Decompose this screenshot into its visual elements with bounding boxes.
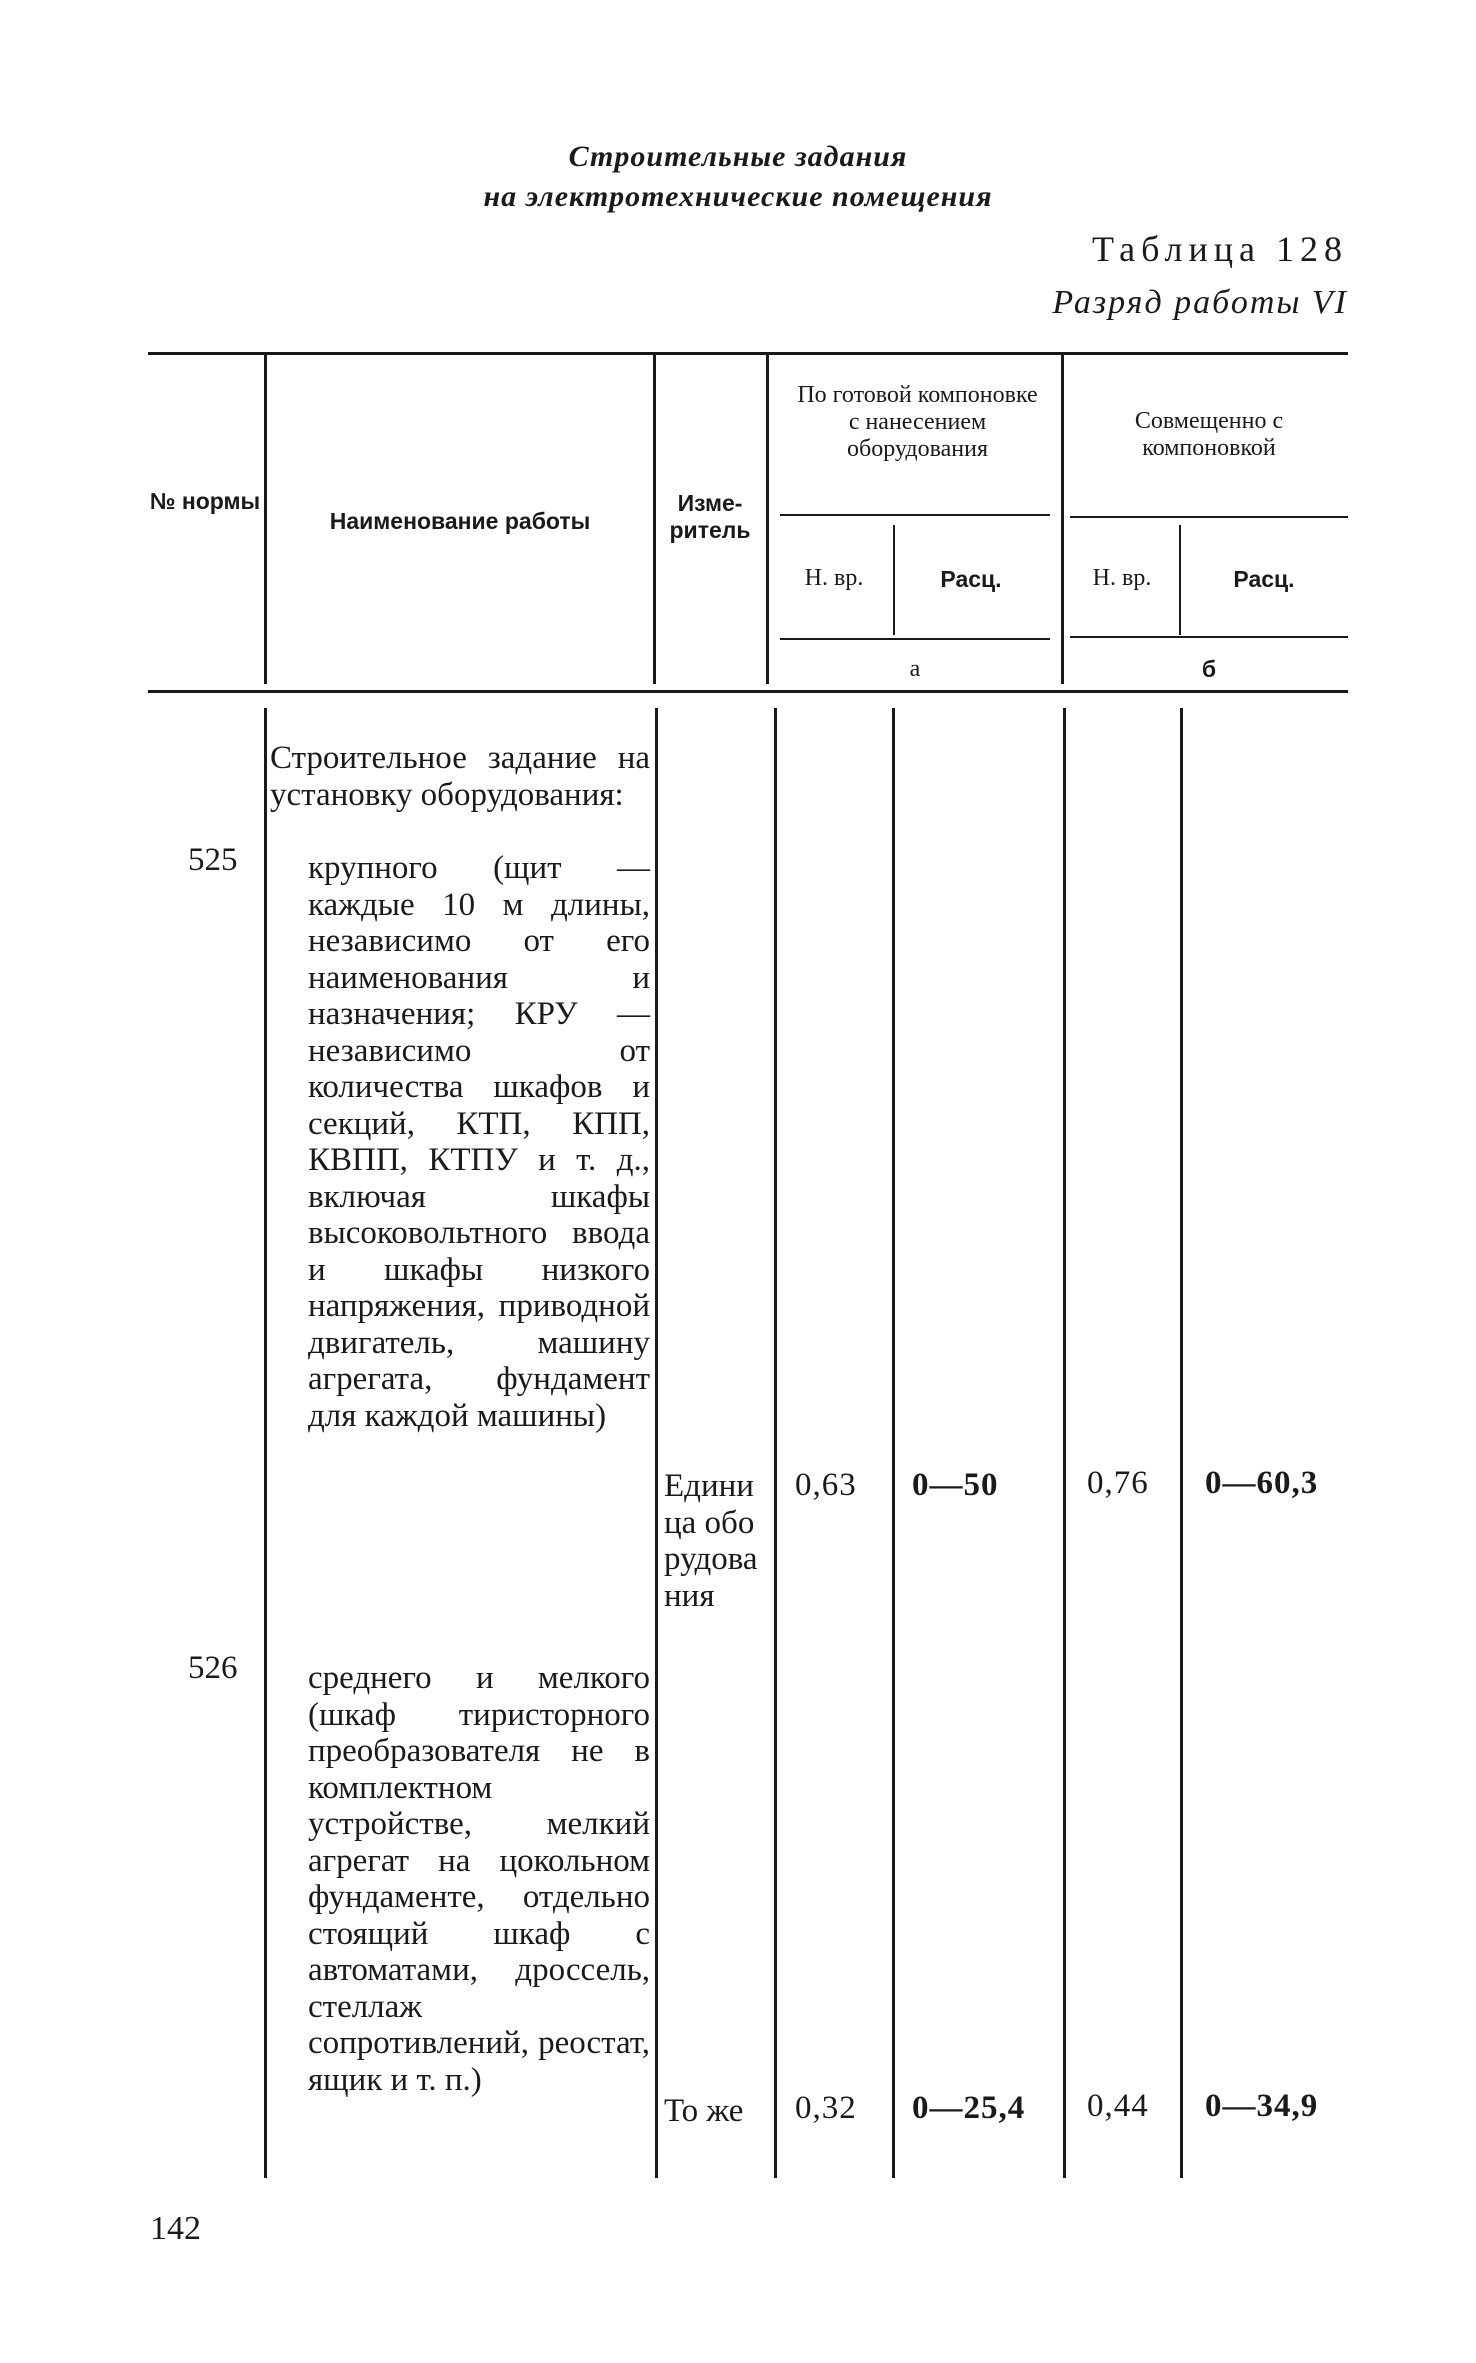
row-525-nvr-b: 0,76 [1087,1465,1149,1501]
header-divider-3 [766,354,769,684]
header-rasc-b: Расц. [1233,566,1295,592]
table-top-rule [148,352,1348,355]
body-divider-6 [1180,708,1183,2178]
table-number: Таблица 128 [1092,229,1348,269]
label-rule-b [1070,636,1348,638]
page-number: 142 [150,2210,201,2247]
row-525-unit: Единица оборудования [664,1468,758,1614]
subheader-rule-a [780,514,1050,516]
header-divider-1 [264,354,267,684]
header-rasc-a: Расц. [940,566,1002,592]
header-divider-a-sub [893,525,895,635]
body-divider-3 [774,708,777,2178]
header-nvr-b: Н. вр. [1092,565,1152,591]
body-divider-5 [1063,708,1066,2178]
section-title-line1: Строительные задания [568,140,908,173]
row-525-rasc-b: 0—60,3 [1205,1465,1319,1501]
header-divider-b-sub [1179,525,1181,635]
header-divider-2 [653,354,656,684]
header-group-a: По готовой компоновке с нанесением оборудования [797,382,1038,462]
row-526-number: 526 [188,1650,238,1686]
header-work-name: Наименование работы [329,508,591,534]
header-nvr-a: Н. вр. [804,565,864,591]
header-unit: Изме-ритель [669,490,751,543]
header-label-b: б [1201,656,1217,682]
row-526-nvr-a: 0,32 [795,2090,857,2126]
row-525-rasc-a: 0—50 [912,1467,999,1503]
row-525-number: 525 [188,842,238,878]
header-divider-4 [1061,354,1064,684]
header-label-a: а [909,656,921,682]
intro-text: Строительное задание на установку оборудования: [270,740,650,813]
row-526-rasc-a: 0—25,4 [912,2090,1026,2126]
row-525-nvr-a: 0,63 [795,1467,857,1503]
body-divider-1 [264,708,267,2178]
row-526-rasc-b: 0—34,9 [1205,2088,1319,2124]
label-rule-a [780,638,1050,640]
subheader-rule-b [1070,516,1348,518]
body-divider-4 [892,708,895,2178]
header-bottom-rule [148,690,1348,693]
header-group-b: Совмещенно с компоновкой [1134,408,1284,461]
row-526-unit: То же [664,2093,744,2129]
row-525-name: крупного (щит — каждые 10 м длины, независимо от его наименования и назначения; КРУ — независимо от количества шкафов и секций, КТП, КПП, КВПП, КТПУ и т. д., включая шкафы высоковольтного ввода и шкафы низкого напряжения, приводной двигатель, машину агрегата, фундамент для каждой машины) [308,850,650,1434]
work-grade: Разряд работы VI [1052,284,1348,321]
header-norm-number: № нормы [149,488,261,514]
body-divider-2 [655,708,658,2178]
row-526-name: среднего и мелкого (шкаф тиристорного преобразователя не в комплектном устройстве, мелкий агрегат на цокольном фундаменте, отдельно стоящий шкаф с автоматами, дроссель, стеллаж сопротивлений, реостат, ящик и т. п.) [308,1660,650,2098]
section-title-line2: на электротехнические помещения [483,180,993,213]
row-526-nvr-b: 0,44 [1087,2088,1149,2124]
